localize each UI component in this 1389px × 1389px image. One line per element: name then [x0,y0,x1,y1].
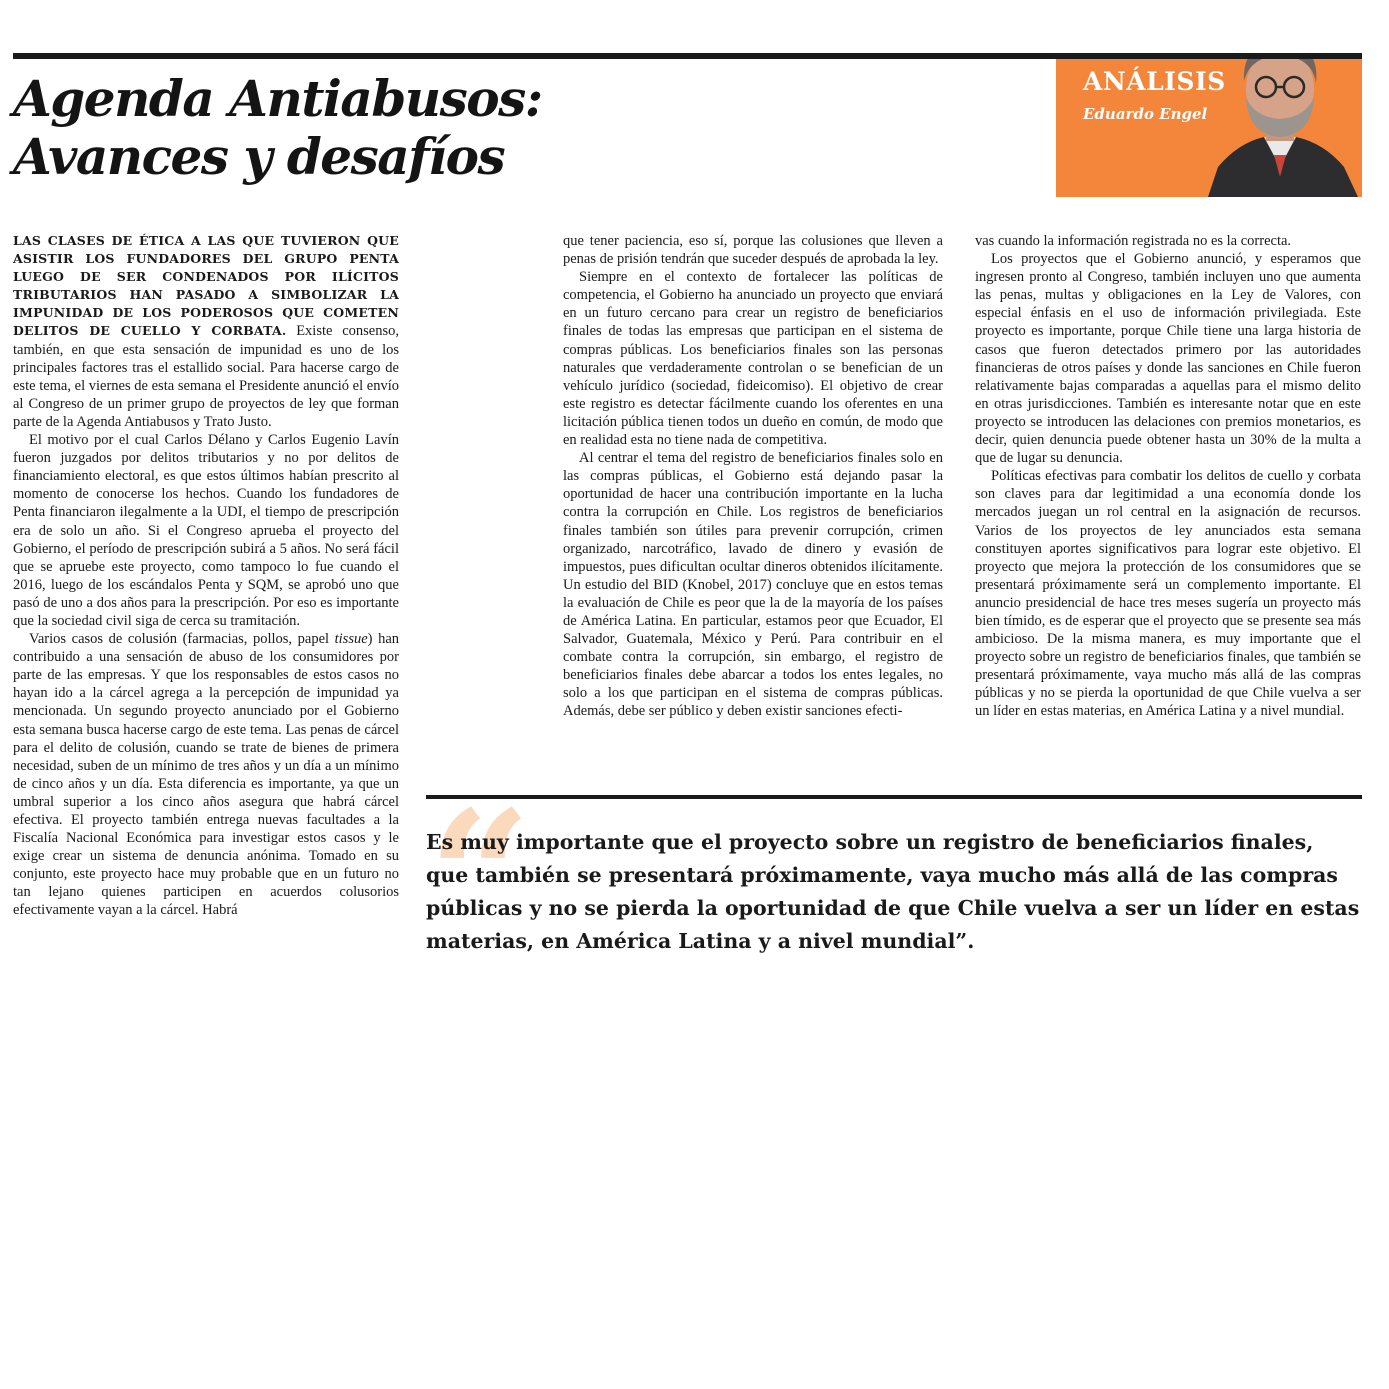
paragraph-3 [13,630,399,920]
author-portrait-icon [1198,59,1362,197]
paragraph-1 [13,232,399,431]
paragraph-4: que tener paciencia, eso sí, porque las colusiones que lleven a penas de prisión tendrán que suceder después de aprobada la ley. [563,233,943,268]
paragraph-1-body: Existe consenso, también, en que esta sensación de impunidad es uno de los principales factores tras el estallido social. Para hacerse cargo de este tema, el viernes de esta semana el Presidente anunció el envío al Congreso de un primer grupo de proyectos de ley que forman parte de la Agenda Antiabusos y Trato Justo. [13,323,399,430]
article-column-3 [975,232,1361,721]
headline [13,70,1043,186]
author-name: Eduardo Engel [1083,105,1208,123]
paragraph-3-part-a: Varios casos de colusión (farmacias, pollos, papel [29,631,335,648]
paragraph-7: vas cuando la información registrada no es la correcta. [975,233,1292,249]
quote-mark-icon: “ [428,772,532,983]
pull-quote: Es muy importante que el proyecto sobre un registro de beneficiarios finales, que también se presentará próximamente, vaya mucho más allá de las compras públicas y no se pierda la oportunidad de que Chile vuelva a ser un líder en estas materias, en América Latina y a nivel mundial”. [426,830,1360,953]
section-label: ANÁLISIS [1083,67,1226,96]
analysis-box [1056,59,1362,197]
article-column-2 [563,232,943,721]
paragraph-3-italic: tissue [334,631,368,648]
quote-rule [426,795,1362,799]
paragraph-2: El motivo por el cual Carlos Délano y Carlos Eugenio Lavín fueron juzgados por delitos tributarios y no por delitos de financiamiento electoral, es que estos últimos habían prescrito al momento de conocerse los hechos. Cuando los fundadores de Penta financiaron ilegalmente a la UDI, el tiempo de prescripción era de solo un año. Si el Congreso aprueba el proyecto del Gobierno, el período de prescripción subirá a 5 años. No será fácil que se apruebe este proyecto, como tampoco lo fue cuando el 2016, luego de los escándalos Penta y SQM, se aprobó uno que pasó de uno a dos años para la prescripción. Por eso es importante que la sociedad civil siga de cerca su tramitación. [13,432,399,629]
article-column-1 [13,232,399,920]
headline-line-1: Agenda Antiabusos: [13,69,542,128]
paragraph-5: Siempre en el contexto de fortalecer las políticas de competencia, el Gobierno ha anunciado un proyecto que enviará en un futuro cercano para crear un registro de beneficiarios finales de todas las empresas que participan en el sistema de compras públicas. Los beneficiarios finales son las personas naturales que verdaderamente controlan o se benefician de un vehículo jurídico (sociedad, fideicomiso). El objetivo de crear este registro es detectar fácilmente cuando los oferentes en una licitación pública tienen todos un dueño en común, de modo que en realidad esta no tiene nada de competitiva. [563,269,943,449]
paragraph-6: Al centrar el tema del registro de beneficiarios finales solo en las compras públicas, el Gobierno está dejando pasar la oportunidad de hacer una contribución importante en la lucha contra la corrupción en Chile. Los registros de beneficiarios finales también son útiles para prevenir corrupción, crimen organizado, narcotráfico, lavado de dinero y evasión de impuestos, pues dificultan ocultar dineros obtenidos ilícitamente. Un estudio del BID (Knobel, 2017) concluye que en estos temas la evaluación de Chile es peor que la de la mayoría de los países de América Latina. En particular, estamos peor que Ecuador, El Salvador, Guatemala, México y Perú. Para contribuir en el combate contra la corrupción, sin embargo, el registro de beneficiarios finales debe abarcar a todos los entes legales, no solo a los que participan en el sistema de compras públicas. Además, debe ser público y deben existir sanciones efecti- [563,450,943,720]
paragraph-9: Políticas efectivas para combatir los delitos de cuello y corbata son claves para dar legitimidad a una economía donde los mercados juegan un rol central en la asignación de recursos. Varios de los proyectos de ley anunciados esta semana constituyen aportes significativos para lograr este objetivo. El proyecto que mejora la protección de los consumidores que se presentará próximamente será un complemento importante. El anuncio presidencial de hace tres meses sugería un proyecto más bien tímido, es de esperar que el proyecto que se presente sea más ambicioso. De la misma manera, es muy importante que el proyecto sobre un registro de beneficiarios finales, que también se presentará próximamente, vaya mucho más allá de las compras públicas y no se pierda la oportunidad de que Chile vuelva a ser un líder en estas materias, en América Latina y a nivel mundial. [975,468,1361,720]
paragraph-3-part-b: ) han contribuido a una sensación de abuso de los consumidores por parte de las empresas. Y que los responsables de estos casos no hayan ido a la cárcel agrega a la percepción de impunidad ya mencionada. Un segundo proyecto anunciado por el Gobierno esta semana busca hacerse cargo de este tema. Las penas de cárcel para el delito de colusión, cuando se trate de bienes de primera necesidad, suben de un mínimo de tres años y un día a un mínimo de cinco años y un día. Esta diferencia es importante, ya que un umbral superior a los cinco años asegura que habrá cárcel efectiva. El proyecto también entrega nuevas facultades a la Fiscalía Nacional Económica para investigar estos casos y le exige crear un sistema de denuncia anónima. Tomado en su conjunto, este proyecto hace muy probable que en un futuro no tan lejano quienes participen en acuerdos colusorios efectivamente vayan a la cárcel. Habrá [13,631,400,919]
headline-line-2: Avances y desafíos [13,127,505,186]
lead-text: LAS CLASES DE ÉTICA A LAS QUE TUVIERON QUE ASISTIR LOS FUNDADORES DEL GRUPO PENTA LUEGO DE SER CONDENADOS POR ILÍCITOS TRIBUTARIOS HAN PASADO A SIMBOLIZAR LA IMPUNIDAD DE LOS PODEROSOS QUE COMETEN DELITOS DE CUELLO Y CORBATA. [13,233,399,339]
paragraph-8: Los proyectos que el Gobierno anunció, y esperamos que ingresen pronto al Congreso, también incluyen uno que aumenta las penas, multas y obligaciones en la Ley de Valores, con especial énfasis en el uso de información privilegiada. Este proyecto es importante, porque Chile tiene una larga historia de casos que fueron detectados primero por las autoridades financieras de otros países y donde las sanciones en Chile fueron relativamente bajas comparadas a aquellas para el mismo delito en otras jurisdicciones. También es interesante notar que en este proyecto se introducen las delaciones con premios monetarios, es decir, quien denuncia puede obtener hasta un 30% de la multa a que de lugar su denuncia. [975,251,1361,467]
